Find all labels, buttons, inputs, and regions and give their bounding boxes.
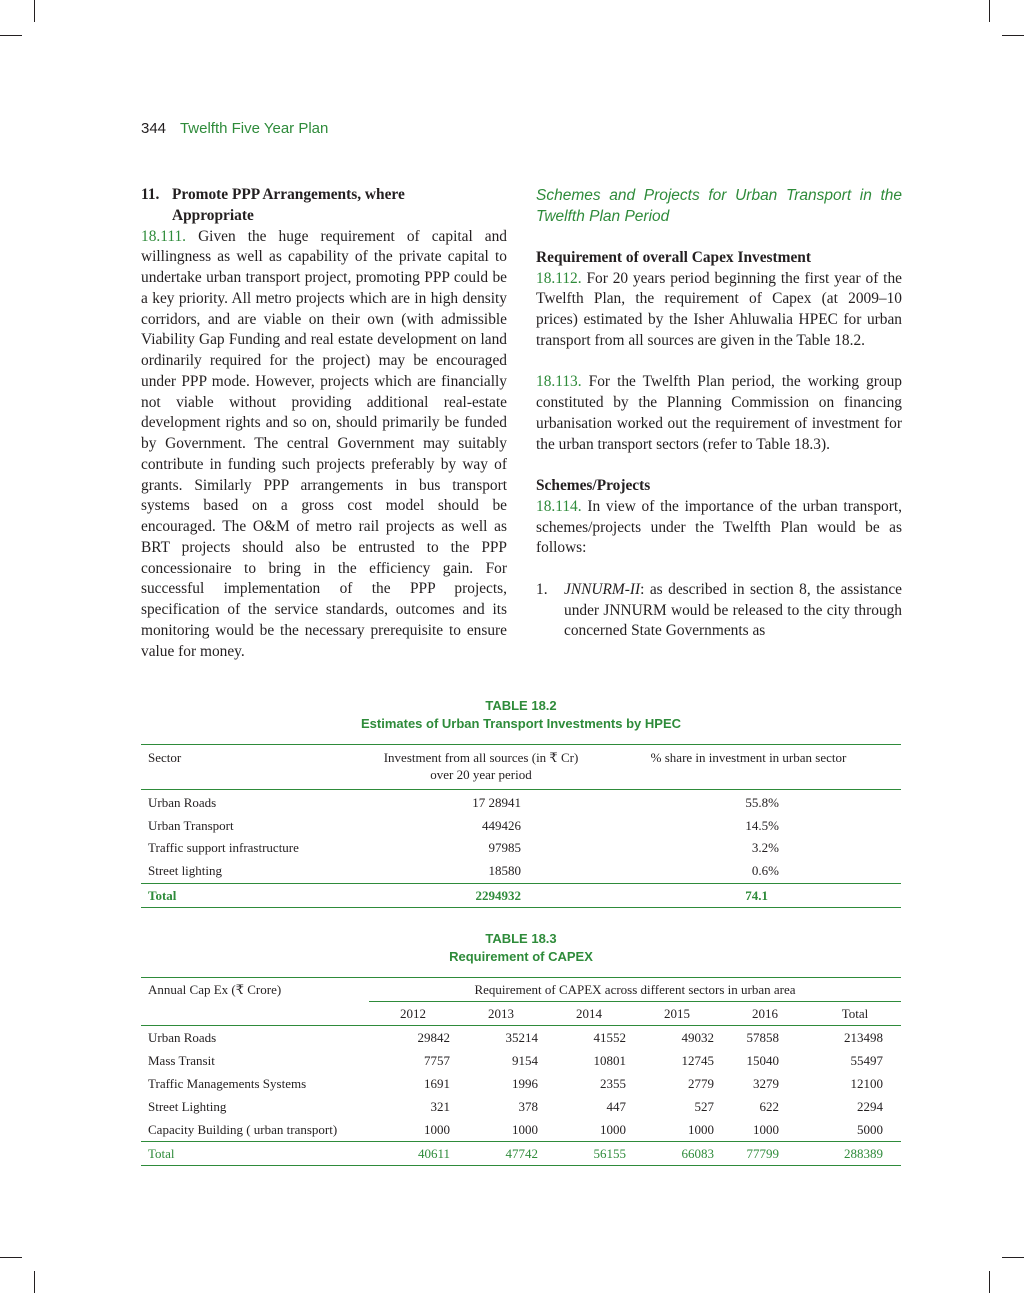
cell-share: 74.1 xyxy=(596,883,901,907)
cell-value: 2779 xyxy=(688,1076,714,1091)
col-header-total: Total xyxy=(809,1002,901,1026)
cell-value: 3279 xyxy=(753,1076,779,1091)
cell-value: 288389 xyxy=(809,1142,901,1166)
paragraph-text: In view of the importance of the urban transport, schemes/projects under the Twelfth Plan would be as follows: xyxy=(536,497,902,557)
table-row xyxy=(141,815,901,838)
cell-value: 1000 xyxy=(512,1122,538,1137)
table-18-3-caption xyxy=(141,930,901,966)
cell-name: Total xyxy=(141,1142,369,1166)
cell-sector: Urban Transport xyxy=(148,817,234,833)
cell-investment: 449426 xyxy=(482,817,521,833)
paragraph-number: 18.114. xyxy=(536,497,582,515)
crop-mark xyxy=(989,1271,990,1293)
crop-mark xyxy=(0,35,22,36)
col-header-investment: Investment from all sources (in ₹ Cr) over 20 year period xyxy=(366,745,596,790)
table-row xyxy=(141,860,901,883)
cell-value: 56155 xyxy=(545,1142,633,1166)
cell-value: 12100 xyxy=(850,1076,883,1091)
col-header-year: 2016 xyxy=(721,1002,809,1026)
cell-value: 378 xyxy=(518,1099,538,1114)
table-row xyxy=(141,790,901,815)
table-row xyxy=(141,1049,901,1072)
schemes-heading: Schemes/Projects xyxy=(536,477,651,494)
right-column xyxy=(536,185,902,642)
paragraph-number: 18.112. xyxy=(536,269,582,287)
section-number: 11. xyxy=(141,186,160,203)
cell-value: 2355 xyxy=(600,1076,626,1091)
cell-value: 40611 xyxy=(369,1142,457,1166)
table-header-row xyxy=(141,745,901,790)
table-label: TABLE 18.3 xyxy=(485,931,557,946)
paragraph-18-111 xyxy=(141,227,507,663)
cell-value: 55497 xyxy=(850,1053,883,1068)
col-header-share: % share in investment in urban sector xyxy=(596,745,901,790)
running-title: Twelfth Five Year Plan xyxy=(179,120,329,137)
cell-sector: Traffic support infrastructure xyxy=(148,840,299,856)
col-header-year: 2013 xyxy=(457,1002,545,1026)
crop-mark xyxy=(34,1271,35,1293)
cell-value: 1000 xyxy=(600,1122,626,1137)
list-item-number: 1. xyxy=(536,580,548,598)
section-title-line1: Promote PPP Arrangements, where xyxy=(172,186,405,203)
cell-value: 57858 xyxy=(746,1030,779,1045)
crop-mark xyxy=(1002,35,1024,36)
crop-mark xyxy=(989,0,990,22)
cell-value: 41552 xyxy=(593,1030,626,1045)
cell-value: 213498 xyxy=(844,1030,883,1045)
table-title: Requirement of CAPEX xyxy=(449,949,593,964)
cell-value: 12745 xyxy=(681,1053,714,1068)
cell-value: 66083 xyxy=(633,1142,721,1166)
table-18-2 xyxy=(141,744,901,908)
cell-investment: 97985 xyxy=(488,840,521,856)
crop-mark xyxy=(0,1257,22,1258)
paragraph-18-114 xyxy=(536,497,902,559)
capex-heading: Requirement of overall Capex Investment xyxy=(536,248,811,266)
table-title: Estimates of Urban Transport Investments by HPEC xyxy=(360,716,682,731)
cell-investment: 17 28941 xyxy=(472,795,521,810)
running-header xyxy=(141,120,328,137)
cell-value: 527 xyxy=(694,1099,714,1114)
cell-investment: 2294932 xyxy=(366,883,596,907)
table-row xyxy=(141,1072,901,1095)
cell-name: Street Lighting xyxy=(148,1099,227,1114)
table-header-row xyxy=(141,978,901,1002)
section-title-line2: Appropriate xyxy=(172,206,254,224)
cell-value: 622 xyxy=(759,1099,779,1114)
cell-value: 47742 xyxy=(457,1142,545,1166)
paragraph-text: For 20 years period beginning the first year of the Twelfth Plan, the requirement of Capex (at 2009–10 prices) estimated by the Isher Ahluwalia HPEC for urban transport from all sources are given in the Table 18.2. xyxy=(536,269,902,349)
table-row xyxy=(141,1118,901,1142)
left-column xyxy=(141,185,507,662)
cell-sector: Urban Roads xyxy=(148,795,217,810)
table-18-2-caption xyxy=(141,697,901,733)
paragraph-number: 18.113. xyxy=(536,373,582,391)
cell-value: 49032 xyxy=(681,1030,714,1045)
table-18-3 xyxy=(141,977,901,1166)
cell-name: Traffic Managements Systems xyxy=(148,1076,307,1091)
col-header-group: Requirement of CAPEX across different sectors in urban area xyxy=(369,978,901,1002)
table-label: TABLE 18.2 xyxy=(485,698,557,713)
col-header-year: 2014 xyxy=(545,1002,633,1026)
cell-value: 1000 xyxy=(424,1122,450,1137)
cell-value: 321 xyxy=(430,1099,450,1114)
cell-sector: Total xyxy=(141,883,366,907)
crop-mark xyxy=(1002,1257,1024,1258)
cell-name: Capacity Building ( urban transport) xyxy=(148,1122,338,1137)
cell-share: 0.6% xyxy=(751,863,779,879)
cell-value: 15040 xyxy=(746,1053,779,1068)
col-header-year: 2012 xyxy=(369,1002,457,1026)
cell-value: 447 xyxy=(606,1099,626,1114)
cell-value: 77799 xyxy=(721,1142,809,1166)
list-item-term: JNNURM-II xyxy=(564,580,641,598)
col-header-capex: Annual Cap Ex (₹ Crore) xyxy=(141,978,369,1026)
col-header-sector: Sector xyxy=(141,745,366,790)
cell-name: Mass Transit xyxy=(148,1053,215,1068)
list-item xyxy=(536,580,902,642)
table-row xyxy=(141,837,901,860)
cell-share: 3.2% xyxy=(751,840,779,856)
table-row xyxy=(141,1026,901,1050)
subheading-schemes: Schemes and Projects for Urban Transport in the Twelfth Plan Period xyxy=(536,187,902,225)
section-heading xyxy=(141,185,507,227)
paragraph-18-113 xyxy=(536,372,902,455)
crop-mark xyxy=(34,0,35,22)
cell-share: 14.5% xyxy=(745,817,779,833)
cell-value: 5000 xyxy=(857,1122,883,1137)
cell-value: 1000 xyxy=(688,1122,714,1137)
cell-investment: 18580 xyxy=(488,863,521,879)
cell-share: 55.8% xyxy=(745,795,779,810)
cell-value: 35214 xyxy=(505,1030,538,1045)
cell-sector: Street lighting xyxy=(148,863,223,879)
table-total-row xyxy=(141,1142,901,1166)
cell-value: 1691 xyxy=(424,1076,450,1091)
cell-value: 10801 xyxy=(593,1053,626,1068)
paragraph-text: Given the huge requirement of capital and willingness as well as capability of the private capital to undertake urban transport project, promoting PPP could be a key priority. All metro projects which are in high density corridors, and are viable on their own (with admissible Viability Gap Funding and real estate development on land ordinarily required for the project) may be encouraged under PPP mode. However, projects which are financially not viable without providing additional real-estate development rights and so on, should primarily be funded by Government. The central Government may suitably contribute in funding such projects preferably by way of grants. Similarly PPP arrangements in bus transport systems based on a gross cost model should be encouraged. The O&M of metro rail projects as well as BRT projects should also be entrusted to the PPP concessionaire to bring in the efficiency gain. For successful implementation of the PPP projects, specification of the service standards, outcomes and its monitoring would be the necessary prerequisite to ensure value for money. xyxy=(141,227,507,660)
cell-value: 7757 xyxy=(424,1053,450,1068)
cell-value: 29842 xyxy=(417,1030,450,1045)
cell-name: Urban Roads xyxy=(148,1030,217,1045)
list-item-text: : as described in section 8, the assistance under JNNURM would be released to the city through concerned State Governments as xyxy=(564,580,902,640)
paragraph-number: 18.111. xyxy=(141,227,187,245)
cell-value: 1996 xyxy=(512,1076,538,1091)
page-number: 344 xyxy=(141,120,167,137)
table-row xyxy=(141,1095,901,1118)
col-header-year: 2015 xyxy=(633,1002,721,1026)
paragraph-18-112 xyxy=(536,269,902,352)
cell-value: 9154 xyxy=(512,1053,538,1068)
cell-value: 1000 xyxy=(753,1122,779,1137)
paragraph-text: For the Twelfth Plan period, the working group constituted by the Planning Commission on financing urbanisation worked out the requirement of investment for the urban transport sectors (refer to Table 18.3). xyxy=(536,373,902,453)
cell-value: 2294 xyxy=(857,1099,883,1114)
table-total-row xyxy=(141,883,901,907)
